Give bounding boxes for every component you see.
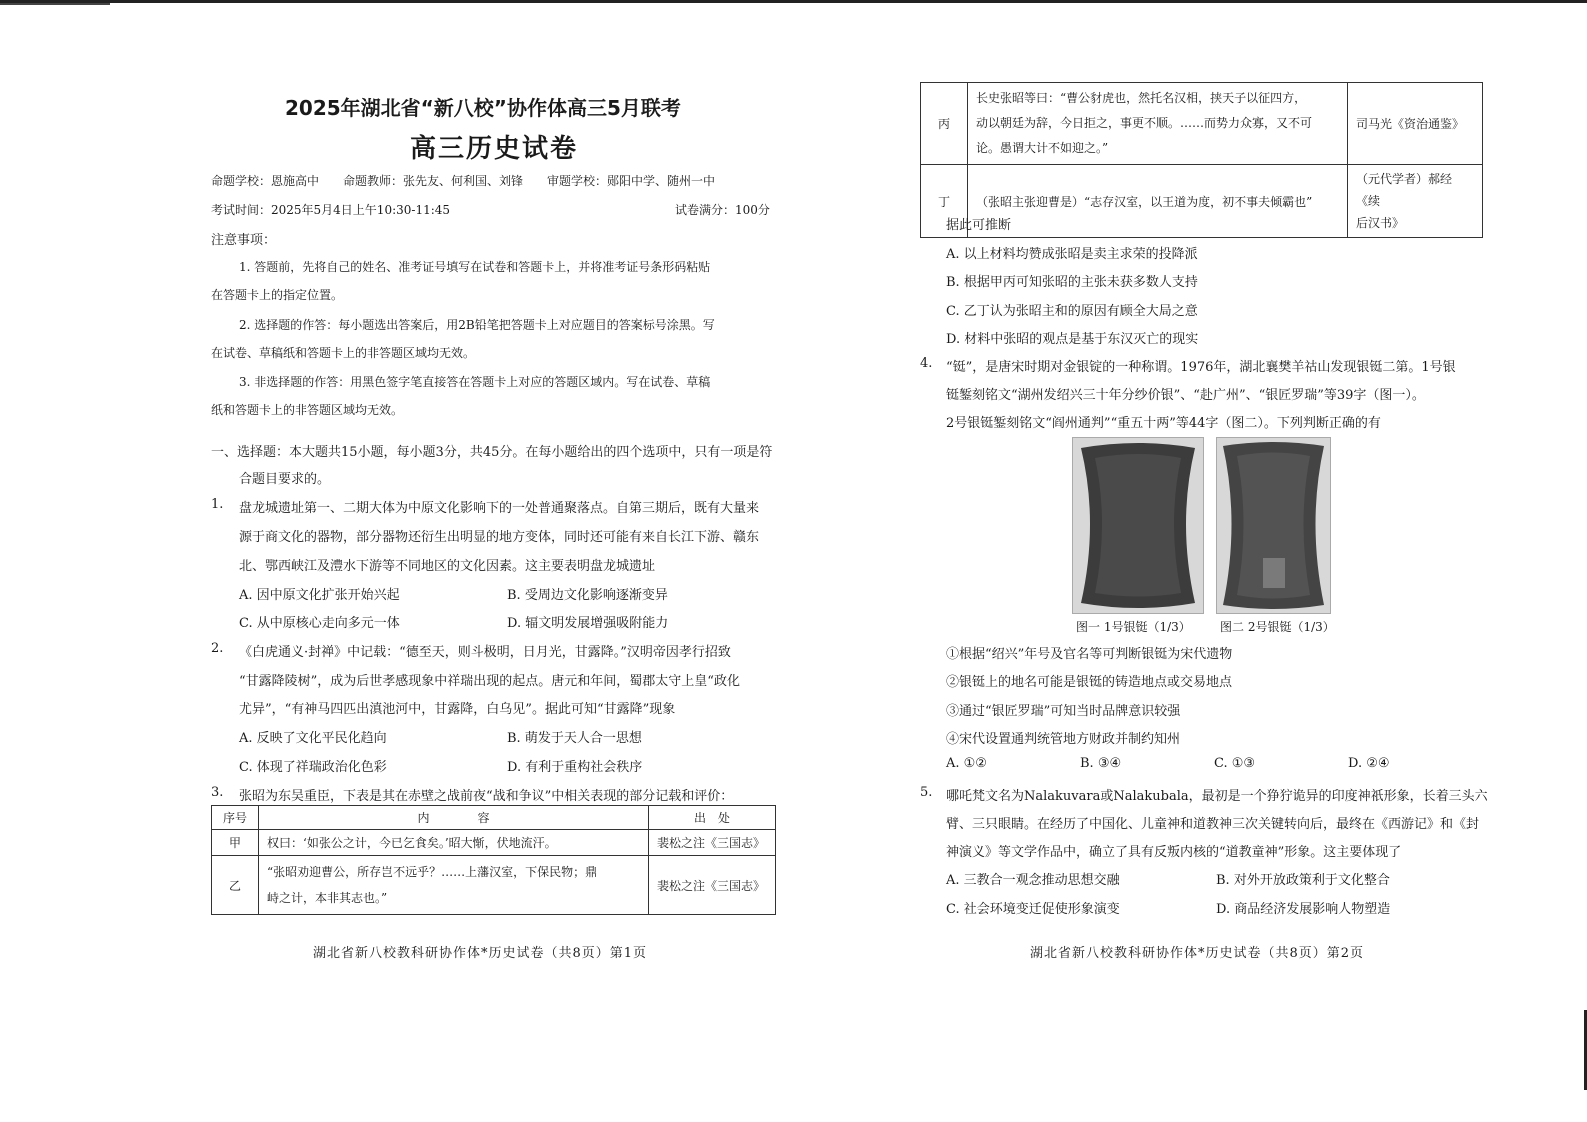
q5-option-a: A. 三教合一观念推动思想交融: [946, 873, 1120, 888]
q3-inference: 据此可推断: [946, 218, 1012, 233]
q4-statement-4: ④宋代设置通判统管地方财政并制约知州: [946, 732, 1181, 747]
q3-option-c: C. 乙丁认为张昭主和的原因有顾全大局之意: [946, 304, 1198, 319]
figure-1-caption: 图一 1号银铤（1/3）: [1076, 620, 1191, 634]
figure-2-silver-ingot: [1216, 437, 1331, 614]
notice-1-line-2: 在答题卡上的指定位置。: [211, 288, 344, 302]
table-row: [212, 856, 776, 915]
exam-meta-line: 命题学校：恩施高中 命题教师：张先友、何利国、刘锋 审题学校：郧阳中学、随州一中: [211, 174, 716, 188]
q3-table-part-1: [211, 805, 776, 915]
section-1-heading: 一、选择题：本大题共15小题，每小题3分，共45分。在每小题给出的四个选项中，只有一项是符: [211, 445, 773, 460]
q5-number: 5.: [920, 785, 933, 800]
q2-option-b: B. 萌发于天人合一思想: [507, 731, 642, 746]
q2-option-c: C. 体现了祥瑞政治化色彩: [239, 760, 387, 775]
q5-stem-line-3: 神演义》等文学作品中，确立了具有反叛内核的“道教童神”形象。这主要体现了: [946, 845, 1402, 860]
q3-number: 3.: [211, 785, 224, 800]
table-cell-content-line: 权曰：‘如张公之计，今已乞食矣。’昭大惭，伏地流汗。: [267, 836, 557, 850]
table-cell-source: 司马光《资治通鉴》: [1348, 83, 1483, 165]
q3-stem-line-1: 张昭为东吴重臣，下表是其在赤壁之战前夜“战和争议”中相关表现的部分记载和评价：: [239, 789, 734, 804]
table-cell-no: 乙: [212, 856, 259, 915]
table-cell-content-line: 动以朝廷为辞，今日拒之，事更不顺。……而势力众寡，又不可: [976, 116, 1313, 130]
q1-option-c: C. 从中原核心走向多元一体: [239, 616, 400, 631]
q2-stem-line-2: “甘露降陵树”，成为后世孝感现象中祥瑞出现的起点。唐元和年间，蜀郡太守上皇“政化: [239, 674, 740, 689]
exam-full-score: 试卷满分：100分: [675, 203, 770, 217]
notice-2-line-2: 在试卷、草稿纸和答题卡上的非答题区域均无效。: [211, 346, 476, 360]
q4-statement-3: ③通过“银匠罗瑞”可知当时品牌意识较强: [946, 704, 1181, 719]
q4-option-c: C. ①③: [1214, 756, 1256, 771]
exam-time: 考试时间：2025年5月4日上午10:30-11:45: [211, 203, 451, 217]
q4-statement-1: ①根据“绍兴”年号及官名等可判断银铤为宋代遗物: [946, 647, 1233, 662]
q4-stem-line-2: 铤錾刻铭文“湖州发绍兴三十年分纱价银”、“赴广州”、“银匠罗瑞”等39字（图一）。: [946, 388, 1425, 403]
q1-stem-line-1: 盘龙城遗址第一、二期大体为中原文化影响下的一处普通聚落点。自第三期后，既有大量来: [239, 501, 760, 516]
table-cell-content: [259, 856, 649, 915]
notice-1-line-1: 1. 答题前，先将自己的姓名、准考证号填写在试卷和答题卡上，并将准考证号条形码粘贴: [239, 260, 711, 274]
q4-option-b: B. ③④: [1080, 756, 1122, 771]
table-cell-source: [1348, 165, 1483, 238]
q5-option-d: D. 商品经济发展影响人物塑造: [1216, 902, 1391, 917]
table-cell-source: 裴松之注《三国志》: [649, 830, 776, 856]
q1-option-d: D. 辐文明发展增强吸附能力: [507, 616, 669, 631]
q4-option-d: D. ②④: [1348, 756, 1390, 771]
q1-stem-line-3: 北、鄂西峡江及澧水下游等不同地区的文化因素。这主要表明盘龙城遗址: [239, 559, 656, 574]
page-1-footer: 湖北省新八校教科研协作体*历史试卷（共8页）第1页: [313, 946, 648, 961]
table-cell-source-line: 后汉书》: [1356, 216, 1405, 230]
q2-option-a: A. 反映了文化平民化趋向: [239, 731, 387, 746]
table-cell-content-line: 峙之计，本非其志也。”: [267, 891, 388, 905]
table-cell-content-line: “张昭劝迎曹公，所存岂不远乎？……上藩汉室，下保民物；鼎: [267, 865, 598, 879]
table-header-cell: 内 容: [259, 806, 649, 830]
table-cell-content-line: 长史张昭等曰：“曹公豺虎也，然托名汉相，挟天子以征四方，: [976, 91, 1307, 105]
q2-number: 2.: [211, 641, 224, 656]
table-header-row: [212, 806, 776, 830]
table-cell-content-line: 论。愚谓大计不如迎之。”: [976, 141, 1109, 155]
q4-number: 4.: [920, 356, 933, 371]
figure-1-silver-ingot: [1072, 437, 1204, 614]
table-cell-content: [259, 830, 649, 856]
q2-stem-line-3: 尤异”，“有神马四匹出滇池河中，甘露降，白乌见”。据此可知“甘露降”现象: [239, 702, 676, 717]
table-header-cell: 出 处: [649, 806, 776, 830]
q5-stem-line-2: 臂、三只眼睛。在经历了中国化、儿童神和道教神三次关键转向后，最终在《西游记》和《封: [946, 817, 1480, 832]
table-row: [212, 830, 776, 856]
q1-option-a: A. 因中原文化扩张开始兴起: [239, 588, 400, 603]
exam-subtitle: 高三历史试卷: [410, 134, 579, 164]
q5-option-c: C. 社会环境变迁促使形象演变: [946, 902, 1120, 917]
q5-stem-line-1: 哪吒梵文名为Nalakuvara或Nalakubala，最初是一个狰狞诡异的印度神祇形象，长着三头六: [946, 789, 1488, 804]
notice-2-line-1: 2. 选择题的作答：每小题选出答案后，用2B铅笔把答题卡上对应题目的答案标号涂黑。写: [239, 318, 715, 332]
scan-edge-top: [0, 0, 1587, 3]
section-1-heading-cont: 合题目要求的。: [239, 472, 331, 487]
figure-2-caption: 图二 2号银铤（1/3）: [1220, 620, 1335, 634]
q1-option-b: B. 受周边文化影响逐渐变异: [507, 588, 668, 603]
table-cell-source: 裴松之注《三国志》: [649, 856, 776, 915]
table-cell-no: 甲: [212, 830, 259, 856]
table-row: [921, 83, 1483, 165]
page-2-footer: 湖北省新八校教科研协作体*历史试卷（共8页）第2页: [1030, 946, 1365, 961]
notice-3-line-1: 3. 非选择题的作答：用黑色签字笔直接答在答题卡上对应的答题区域内。写在试卷、草稿: [239, 375, 711, 389]
q4-stem-line-1: “铤”，是唐宋时期对金银锭的一种称谓。1976年，湖北襄樊羊祜山发现银铤二第。1号银: [946, 360, 1456, 375]
q4-statement-2: ②银铤上的地名可能是银铤的铸造地点或交易地点: [946, 675, 1233, 690]
notice-title: 注意事项：: [211, 233, 277, 248]
q1-number: 1.: [211, 497, 224, 512]
exam-header-title: 2025年湖北省“新八校”协作体高三5月联考: [285, 96, 681, 120]
table-cell-content: [968, 83, 1348, 165]
table-cell-no: 丁: [921, 165, 968, 238]
table-cell-content: [968, 165, 1348, 238]
q3-option-d: D. 材料中张昭的观点是基于东汉灭亡的现实: [946, 332, 1199, 347]
q2-stem-line-1: 《白虎通义·封禅》中记载：“德至天，则斗极明，日月光，甘露降。”汉明帝因孝行招致: [239, 645, 731, 660]
table-cell-no: 丙: [921, 83, 968, 165]
q3-option-a: A. 以上材料均赞成张昭是卖主求荣的投降派: [946, 247, 1198, 262]
table-header-cell: 序号: [212, 806, 259, 830]
q5-option-b: B. 对外开放政策利于文化整合: [1216, 873, 1390, 888]
silver-ingot-1-illustration: [1073, 438, 1203, 613]
q3-option-b: B. 根据甲丙可知张昭的主张未获多数人支持: [946, 275, 1198, 290]
table-cell-content-line: （张昭主张迎曹是）“志存汉室，以王道为度，初不事夫倾霸也”: [976, 194, 1313, 209]
scan-edge-top-mark: [0, 3, 110, 5]
q4-stem-line-3: 2号银铤錾刻铭文“阎州通判”“重五十两”等44字（图二）。下列判断正确的有: [946, 416, 1381, 431]
silver-ingot-2-illustration: [1217, 438, 1330, 613]
q1-stem-line-2: 源于商文化的器物，部分器物还衍生出明显的地方变体，同时还可能有来自长江下游、赣东: [239, 530, 760, 545]
notice-3-line-2: 纸和答题卡上的非答题区域均无效。: [211, 403, 404, 417]
table-cell-source-line: （元代学者）郝经《续: [1356, 172, 1453, 208]
q4-option-a: A. ①②: [946, 756, 987, 771]
q2-option-d: D. 有利于重构社会秩序: [507, 760, 643, 775]
